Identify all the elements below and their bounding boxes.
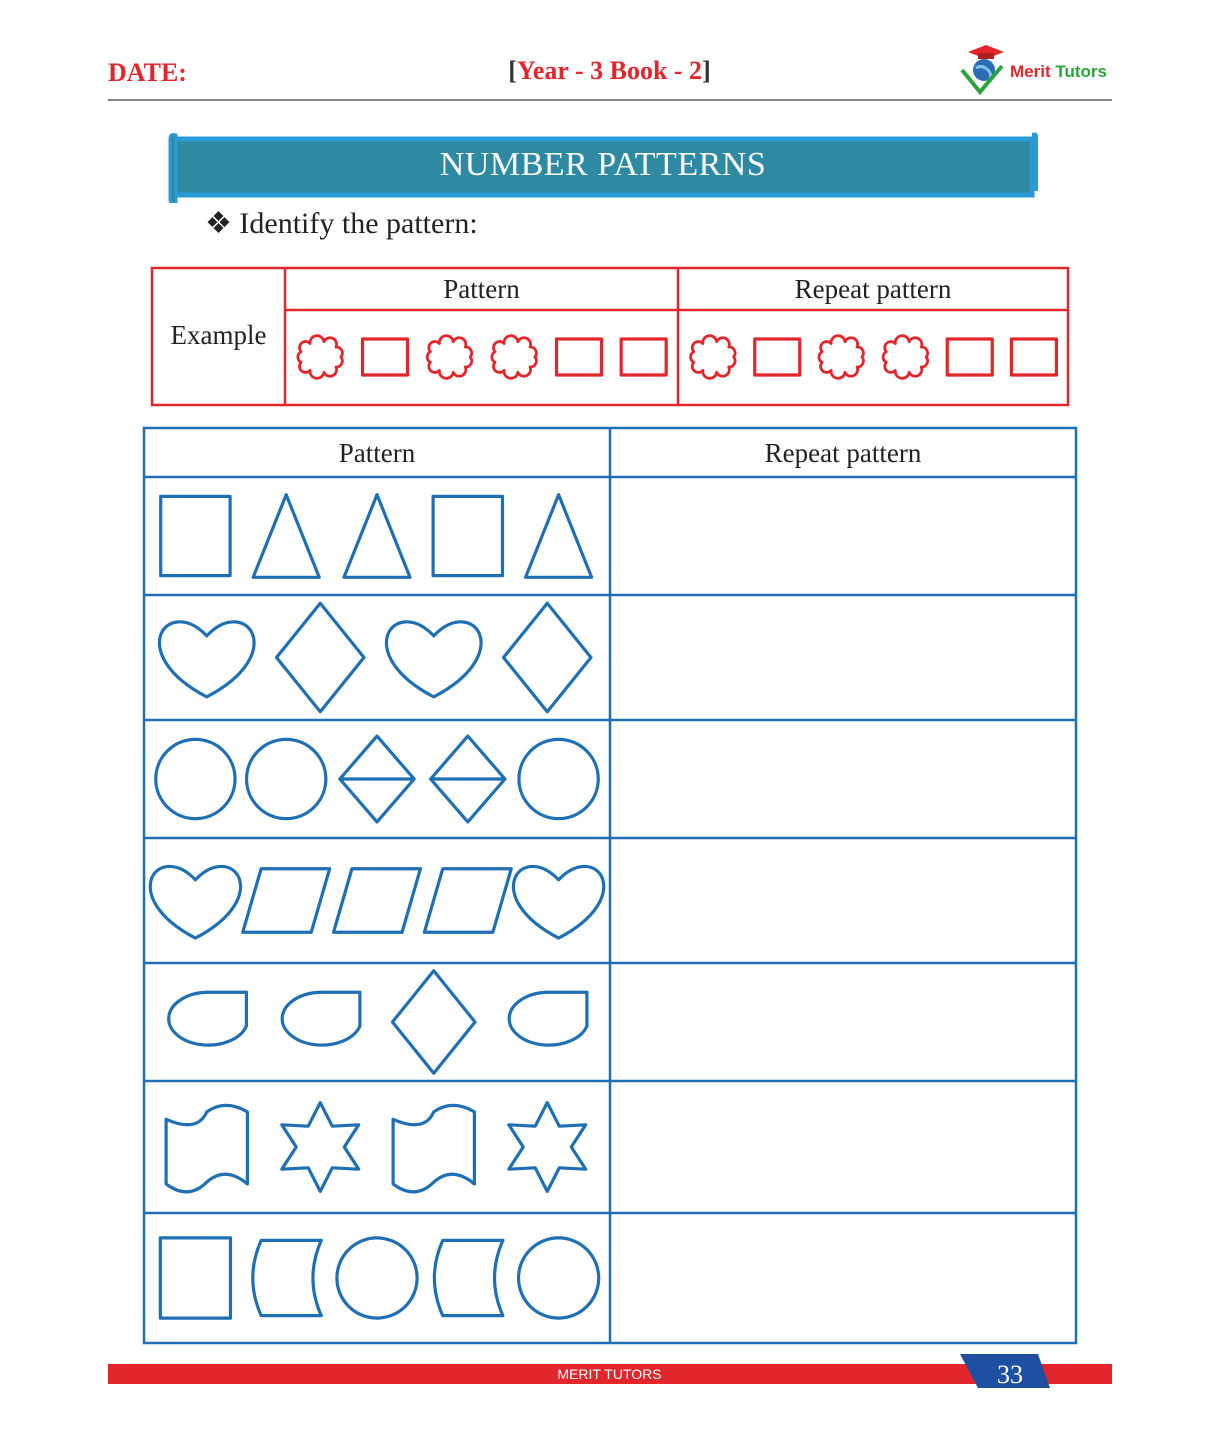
footer-brand: MERIT TUTORS [557, 1366, 662, 1382]
answer-cell-5[interactable] [612, 965, 1074, 1079]
answer-cell-7[interactable] [612, 1215, 1074, 1341]
triangle-shape [526, 495, 592, 578]
flag-shape [166, 1105, 247, 1191]
book-title-text: Year - 3 Book - 2 [516, 56, 703, 85]
answer-cell-2[interactable] [612, 597, 1074, 718]
circle-shape [337, 1238, 417, 1318]
date-label: DATE: [108, 58, 187, 87]
triangle-shape [253, 495, 319, 578]
triangle-shape [344, 495, 410, 578]
circle-shape [519, 739, 598, 818]
split-diamond-shape [431, 736, 505, 822]
diamond-shape [504, 603, 592, 712]
example-header-repeat: Repeat pattern [794, 274, 952, 304]
parallelogram-shape [424, 869, 511, 932]
heart-shape [386, 622, 481, 697]
circle-shape [519, 1238, 599, 1318]
square-shape [161, 496, 230, 575]
pattern-shapes [150, 495, 604, 1318]
bracket-open: [ [508, 56, 517, 85]
concave-rectangle-shape [253, 1240, 321, 1315]
teardrop-shape [169, 992, 247, 1045]
star-shape [509, 1103, 586, 1192]
example-label: Example [170, 320, 267, 350]
logo-word-merit: Merit [1010, 62, 1051, 81]
example-header-pattern: Pattern [443, 274, 520, 304]
diamond-shape [277, 603, 365, 712]
square-shape [433, 496, 502, 575]
answer-cell-4[interactable] [612, 840, 1074, 961]
page-number: 33 [997, 1360, 1023, 1389]
answer-cell-1[interactable] [612, 479, 1074, 593]
answer-cell-3[interactable] [612, 722, 1074, 836]
heart-shape [150, 866, 240, 938]
parallelogram-shape [243, 869, 330, 932]
teardrop-shape [282, 992, 360, 1045]
diamond-shape [392, 971, 475, 1073]
heart-shape [513, 866, 603, 938]
table-header-repeat: Repeat pattern [764, 438, 922, 468]
bracket-close: ] [702, 56, 711, 85]
parallelogram-shape [334, 869, 421, 932]
star-shape [282, 1103, 359, 1192]
logo-word-tutors: Tutors [1055, 62, 1107, 81]
square-shape [160, 1238, 230, 1318]
circle-shape [247, 739, 326, 818]
heart-shape [159, 622, 254, 697]
diamond-bullet-icon: ❖ [205, 207, 232, 240]
circle-shape [156, 739, 235, 818]
answer-cell-6[interactable] [612, 1083, 1074, 1211]
split-diamond-shape [340, 736, 414, 822]
flag-shape [393, 1105, 474, 1191]
banner-title: NUMBER PATTERNS [439, 146, 767, 183]
teardrop-shape [509, 992, 587, 1045]
table-header-pattern: Pattern [338, 438, 416, 468]
instruction-text: Identify the pattern: [239, 207, 478, 240]
concave-rectangle-shape [434, 1240, 502, 1315]
